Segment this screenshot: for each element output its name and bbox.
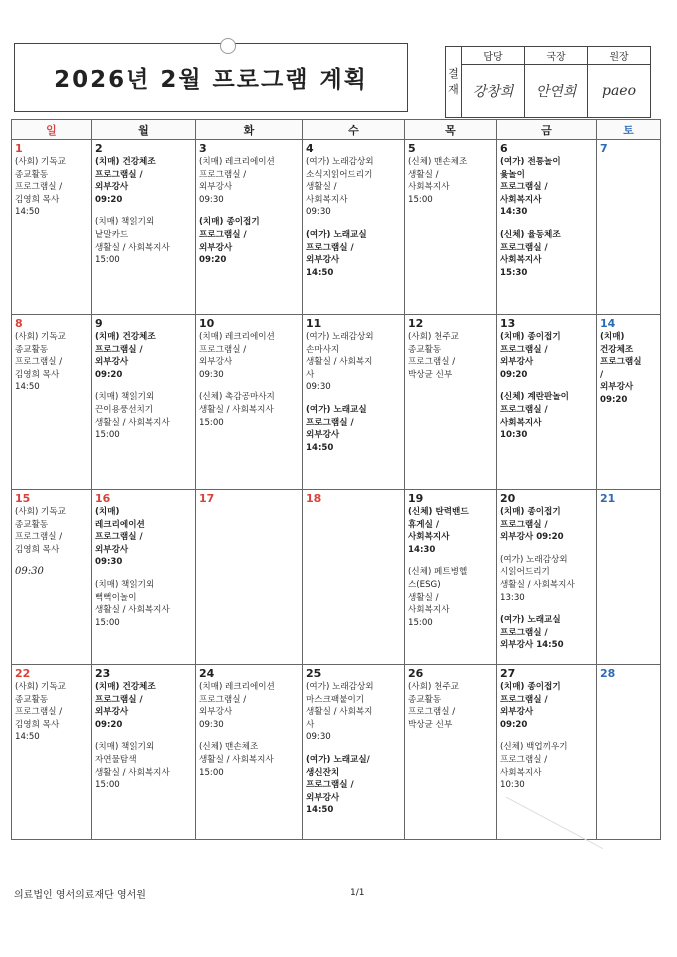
day-number: 24 (199, 667, 215, 680)
day-cell (497, 140, 597, 315)
day-number: 26 (408, 667, 424, 680)
program-entry: (치매) 종이접기 프로그램실 / 외부강사 09:20 (500, 682, 561, 730)
program-entry: (치매) 종이접기 프로그램실 / 외부강사 09:20 (199, 217, 260, 266)
footer-org: 의료법인 영서의료재단 영서원 (14, 890, 146, 901)
day-cell (405, 140, 497, 315)
week-row (12, 315, 661, 490)
day-number: 3 (199, 142, 207, 155)
program-entry: (사회) 기독교 종교활동 프로그램실 / 김영희 목사 14:50 (15, 682, 66, 743)
day-number: 25 (306, 667, 322, 680)
day-number: 13 (500, 317, 516, 330)
weekday-sun: 일 (12, 120, 92, 140)
program-entry: (여가) 노래교실 프로그램실 / 외부강사 14:50 (306, 404, 367, 453)
day-cell (92, 140, 196, 315)
day-number: 5 (408, 142, 416, 155)
program-entry: (신체) 촉감공마사지 생활실 / 사회복지사 15:00 (199, 392, 275, 428)
day-number: 28 (600, 667, 616, 680)
weekday-sat: 토 (597, 120, 661, 140)
day-number: 19 (408, 492, 424, 505)
program-entry: (사회) 기독교 종교활동 프로그램실 / 김영희 목사 (15, 507, 66, 555)
approval-table (445, 46, 651, 118)
program-entry: (여가) 노래감상외 시읽어드리기 생활실 / 사회복지사 13:30 (500, 554, 575, 603)
day-number: 9 (95, 317, 103, 330)
weekday-header-row (12, 120, 661, 140)
day-cell (92, 665, 196, 840)
program-entry: 09:30 (15, 566, 44, 578)
day-cell (12, 665, 92, 840)
day-cell (196, 140, 303, 315)
day-number: 27 (500, 667, 516, 680)
day-cell (597, 665, 661, 840)
program-entry: (치매) 레크리에이션 프로그램실 / 외부강사 09:30 (199, 682, 275, 730)
program-entry: (여가) 노래교실 프로그램실 / 외부강사 14:50 (306, 229, 367, 278)
day-number: 1 (15, 142, 23, 155)
week-row (12, 490, 661, 665)
program-entry: (신체) 탄력밴드 휴게실 / 사회복지사 14:30 (408, 507, 469, 555)
day-number: 18 (306, 492, 322, 505)
day-cell (92, 315, 196, 490)
calendar-table (11, 119, 661, 840)
program-entry: (치매) 책읽기외 자연물탐색 생활실 / 사회복지사 15:00 (95, 742, 170, 791)
day-cell (497, 315, 597, 490)
approval-header-director: 국장 (525, 47, 588, 65)
program-entry: (치매) 건강체조 프로그램실 / 외부강사 09:20 (95, 332, 156, 380)
day-cell (12, 140, 92, 315)
day-cell (405, 315, 497, 490)
footer-page: 1/1 (350, 888, 365, 898)
program-entry: (치매) 건강체조 프로그램실 / 외부강사 09:20 (95, 682, 156, 730)
title-box (14, 43, 408, 112)
day-number: 23 (95, 667, 111, 680)
program-entry: (사회) 기독교 종교활동 프로그램실 / 김영희 목사 14:50 (15, 332, 66, 393)
program-entry: (사회) 기독교 종교활동 프로그램실 / 김영희 목사 14:50 (15, 157, 66, 218)
program-entry: (여가) 노래교실 프로그램실 / 외부강사 14:50 (500, 615, 564, 651)
day-number: 22 (15, 667, 31, 680)
program-entry: (치매) 레크리에이션 프로그램실 / 외부강사 09:30 (199, 157, 275, 205)
weekday-wed: 수 (303, 120, 405, 140)
program-entry: (신체) 페트병헬 스(ESG) 생활실 / 사회복지사 15:00 (408, 567, 468, 628)
program-entry: (치매) 종이접기 프로그램실 / 외부강사 09:20 (500, 507, 564, 543)
program-entry: (치매) 레크리에이션 프로그램실 / 외부강사 09:30 (199, 332, 275, 380)
week-row (12, 665, 661, 840)
day-cell (303, 665, 405, 840)
day-number: 16 (95, 492, 111, 505)
program-entry: (사회) 천주교 종교활동 프로그램실 / 박상균 신부 (408, 332, 459, 380)
day-cell (196, 490, 303, 665)
program-entry: (여가) 노래감상외 마스크팩붙이기 생활실 / 사회복지 사 09:30 (306, 682, 374, 743)
program-entry: (신체) 율동체조 프로그램실 / 사회복지사 15:30 (500, 229, 561, 278)
day-cell (12, 315, 92, 490)
weekday-tue: 화 (196, 120, 303, 140)
program-entry: (여가) 노래감상외 손마사지 생활실 / 사회복지 사 09:30 (306, 332, 374, 393)
weekday-mon: 월 (92, 120, 196, 140)
day-cell (92, 490, 196, 665)
program-entry: (치매) 책읽기외 끈이용풍선치기 생활실 / 사회복지사 15:00 (95, 392, 170, 441)
program-entry: (여가) 노래교실/ 생신잔치 프로그램실 / 외부강사 14:50 (306, 754, 370, 816)
day-number: 21 (600, 492, 616, 505)
program-entry: (신체) 백업끼우기 프로그램실 / 사회복지사 10:30 (500, 742, 568, 791)
program-entry: (신체) 맨손체조 생활실 / 사회복지사 15:00 (199, 742, 274, 778)
day-cell (497, 490, 597, 665)
program-entry: (치매) 건강체조 프로그램실 / 외부강사 09:20 (95, 157, 156, 205)
day-number: 6 (500, 142, 508, 155)
day-number: 10 (199, 317, 215, 330)
day-cell (12, 490, 92, 665)
program-entry: (치매) 종이접기 프로그램실 / 외부강사 09:20 (500, 332, 561, 380)
day-number: 7 (600, 142, 608, 155)
day-cell (405, 665, 497, 840)
program-entry: (여가) 노래감상외 소식지읽어드리기 생활실 / 사회복지사 09:30 (306, 157, 374, 218)
program-entry: (치매) 건강체조 프로그램실 / 외부강사 09:20 (600, 332, 642, 405)
page-title: 2026년 2월 프로그램 계획 (54, 67, 368, 93)
approval-header-staff: 담당 (462, 47, 525, 65)
day-cell (597, 490, 661, 665)
weekday-fri: 금 (497, 120, 597, 140)
program-entry: (신체) 계란판놀이 프로그램실 / 사회복지사 10:30 (500, 392, 569, 441)
day-number: 11 (306, 317, 322, 330)
signature-staff: 강창희 (462, 65, 525, 118)
day-cell (303, 315, 405, 490)
program-entry: (치매) 책읽기외 낱말카드 생활실 / 사회복지사 15:00 (95, 217, 170, 266)
program-entry: (여가) 전통놀이 윷놀이 프로그램실 / 사회복지사 14:30 (500, 157, 561, 218)
program-entry: (신체) 맨손체조 생활실 / 사회복지사 15:00 (408, 157, 468, 205)
day-cell (303, 490, 405, 665)
day-number: 4 (306, 142, 314, 155)
program-entry: (치매) 책읽기외 뻑뻑이놀이 생활실 / 사회복지사 15:00 (95, 579, 170, 628)
day-cell (405, 490, 497, 665)
day-cell (597, 140, 661, 315)
signature-director: 안연희 (525, 65, 588, 118)
day-cell (597, 315, 661, 490)
day-cell (196, 665, 303, 840)
program-entry: (사회) 천주교 종교활동 프로그램실 / 박상균 신부 (408, 682, 459, 730)
day-number: 20 (500, 492, 516, 505)
day-number: 15 (15, 492, 31, 505)
day-number: 8 (15, 317, 23, 330)
day-cell (303, 140, 405, 315)
day-number: 12 (408, 317, 424, 330)
program-entry: (치매) 레크리에이션 프로그램실 / 외부강사 09:30 (95, 507, 145, 568)
day-number: 14 (600, 317, 616, 330)
approval-side-label: 결재 (446, 47, 462, 118)
approval-header-head: 원장 (588, 47, 651, 65)
week-row (12, 140, 661, 315)
calendar-body (12, 140, 661, 840)
day-number: 2 (95, 142, 103, 155)
binder-hole (220, 38, 236, 54)
weekday-thu: 목 (405, 120, 497, 140)
signature-head: paeo (588, 65, 651, 118)
day-number: 17 (199, 492, 215, 505)
day-cell (196, 315, 303, 490)
